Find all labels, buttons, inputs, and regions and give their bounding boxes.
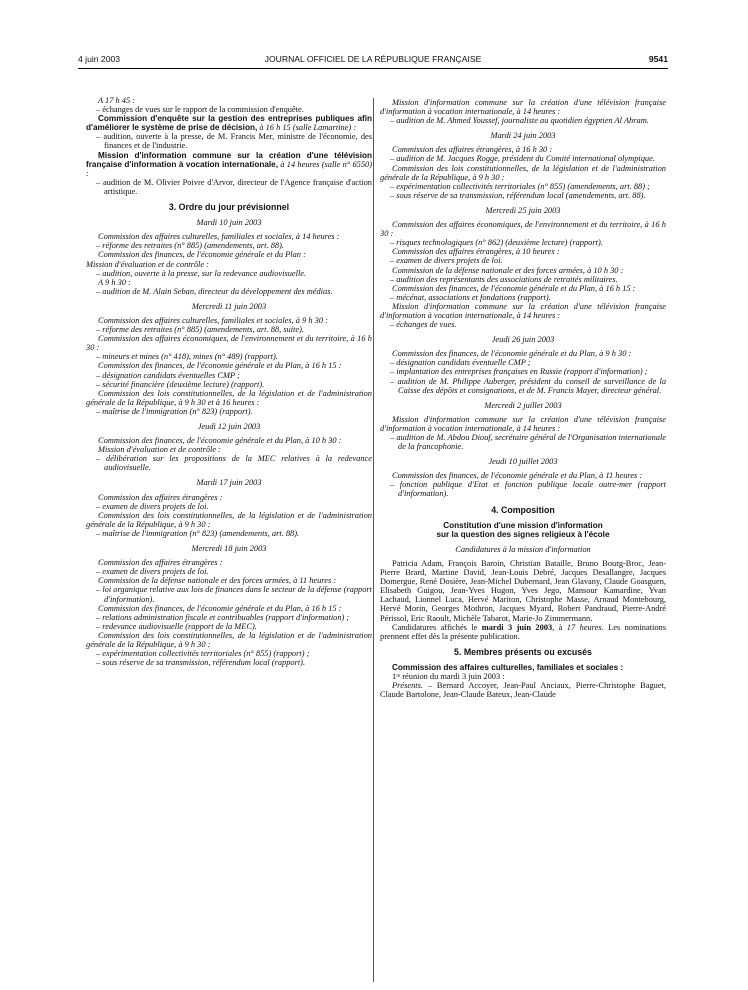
time-line: A 17 h 45 : bbox=[98, 96, 136, 105]
section-heading-4: 4. Composition bbox=[491, 504, 555, 515]
committee-line: Commission des lois constitutionnelles, de la législation et de l'administration générale de la République, à 9 h 30 : bbox=[86, 510, 372, 529]
candidatures-notice bbox=[380, 623, 666, 641]
committee-line: Commission des finances, de l'économie générale et du Plan : bbox=[98, 250, 306, 260]
committee-line bbox=[86, 114, 372, 132]
page-header bbox=[78, 54, 668, 66]
committee-line: Mission d'information commune sur la création d'une télévision française d'information à vocation internationale, à 14 heures : bbox=[380, 98, 666, 117]
committee-line: Commission des affaires économiques, de l'environnement et du territoire, à 16 h 30 : bbox=[86, 334, 372, 353]
date-heading: Jeudi 12 juin 2003 bbox=[197, 422, 261, 431]
committee-name: Mission d'information commune sur la création d'une télévision française d'information à vocation internationale, bbox=[86, 150, 372, 169]
attendee-names: – Bernard Accoyer, Jean-Paul Anciaux, Pierre-Christophe Baguet, Claude Bartolone, Jean-Claude Bateux, Jean-Claude bbox=[380, 681, 666, 700]
agenda-item: – audition, ouverte à la presse, sur la redevance audiovisuelle. bbox=[86, 269, 372, 278]
agenda-item: – audition de M. Olivier Poivre d'Arvor, directeur de l'Agence française d'action artistique. bbox=[86, 178, 372, 196]
date-heading: Mercredi 2 juillet 2003 bbox=[484, 400, 562, 410]
agenda-item: – réforme des retraites (n° 885) (amendements, art. 88). bbox=[86, 241, 372, 250]
agenda-item: – examen de divers projets de loi. bbox=[380, 256, 666, 265]
notice-time: 17 heures bbox=[566, 622, 602, 632]
committee-line: Commission des finances, de l'économie générale et du Plan, à 16 h 15 : bbox=[98, 603, 342, 613]
header-rule bbox=[78, 68, 668, 69]
agenda-item: – audition de M. Alain Seban, directeur du développement des médias. bbox=[86, 287, 372, 296]
committee-line: Commission de la défense nationale et des forces armées, à 11 heures : bbox=[98, 576, 337, 586]
committee-line: Commission de la défense nationale et des forces armées, à 10 h 30 : bbox=[392, 265, 624, 275]
agenda-item: – échanges de vues sur le rapport de la commission d'enquête. bbox=[86, 105, 372, 114]
date-heading: Mercredi 11 juin 2003 bbox=[191, 301, 267, 311]
agenda-item: – délibération sur les propositions de la MEC relatives à la redevance audiovisuelle. bbox=[86, 454, 372, 472]
committee-line: Commission des affaires étrangères : bbox=[98, 492, 223, 502]
agenda-item: – audition de M. Philippe Auberger, président du conseil de surveillance de la Caisse des dépôts et consignations, et de M. Francis Mayer, directeur général. bbox=[380, 377, 666, 395]
header-title: JOURNAL OFFICIEL DE LA RÉPUBLIQUE FRANÇAISE bbox=[264, 54, 482, 64]
agenda-item: – expérimentation collectivités territoriales (n° 855) (amendements, art. 88) ; bbox=[380, 182, 666, 191]
agenda-item: – sécurité financière (deuxième lecture) (rapport). bbox=[86, 380, 372, 389]
committee-line: Mission d'information commune sur la création d'une télévision française d'information à vocation internationale, à 14 heures : bbox=[380, 414, 666, 433]
agenda-item: – désignation candidats éventuelles CMP ; bbox=[86, 371, 372, 380]
agenda-item: – maîtrise de l'immigration (n° 823) (amendements, art. 88). bbox=[86, 529, 372, 538]
agenda-item: – maîtrise de l'immigration (n° 823) (rapport). bbox=[86, 407, 372, 416]
agenda-item: – audition de M. Jacques Rogge, président du Comité international olympique. bbox=[380, 154, 666, 163]
committee-line: Mission d'évaluation et de contrôle : bbox=[98, 445, 221, 455]
committee-time: à 14 heures (salle n° 6550) : bbox=[86, 159, 372, 178]
header-date: 4 juin 2003 bbox=[78, 54, 121, 64]
time-line: A 9 h 30 : bbox=[98, 277, 131, 287]
committee-line: Commission des affaires étrangères : bbox=[98, 558, 223, 568]
agenda-item: – relations administration fiscale et contribuables (rapport d'information) ; bbox=[86, 613, 372, 622]
agenda-item: – audition des représentants des associations de retraités militaires. bbox=[380, 275, 666, 284]
candidate-list: Patricia Adam, François Baroin, Christian Bataille, Bruno Bourg-Broc, Jean-Pierre Brard, Martine David, Jean-Louis Debré, Jacques Desallangre, Jacques Domergue, René Dosière, Jean-Michel Dubernard, Jean Glavany, Claude Goasguen, Elisabeth Guigou, Jean-Yves Hugon, Yves Jego, Mansour Kamardine, Yvan Lachaud, Lionnel Luca, Hervé Mariton, Christophe Masse, Arnaud Montebourg, Hervé Morin, Georges Mothron, Jacques Myard, Robert Pandraud, Pierre-André Périssol, Eric Raoult, Michèle Tabarot, Marie-Jo Zimmermann. bbox=[380, 558, 666, 623]
committee-line: Commission des finances, de l'économie générale et du Plan, à 16 h 15 : bbox=[98, 361, 342, 371]
attendees-line bbox=[380, 681, 666, 699]
agenda-item: – expérimentation collectivités territoriales (n° 855) (rapport) ; bbox=[86, 649, 372, 658]
agenda-item: – échanges de vues. bbox=[380, 320, 666, 329]
date-heading: Mercredi 18 juin 2003 bbox=[191, 544, 267, 554]
notice-text: Candidatures affichés le bbox=[392, 622, 482, 632]
committee-line: Commission des finances, de l'économie générale et du Plan, à 9 h 30 : bbox=[392, 349, 632, 359]
present-label: Présents. bbox=[392, 681, 423, 691]
mission-title-line-1: Constitution d'une mission d'information bbox=[443, 520, 603, 530]
committee-line: Mission d'évaluation et de contrôle : bbox=[86, 259, 209, 269]
date-heading: Jeudi 26 juin 2003 bbox=[491, 335, 555, 345]
committee-line: Commission des affaires étrangères, à 16 h 30 : bbox=[392, 145, 553, 155]
notice-text: , à bbox=[552, 622, 567, 632]
committee-line: Commission des lois constitutionnelles, de la législation et de l'administration générale de la République, à 9 h 30 : bbox=[380, 163, 666, 182]
agenda-item: – fonction publique d'Etat et fonction publique locale outre-mer (rapport d'information). bbox=[380, 480, 666, 498]
agenda-item: – examen de divers projets de loi. bbox=[86, 502, 372, 511]
agenda-item: – implantation des entreprises françaises en Russie (rapport d'information) ; bbox=[380, 367, 666, 376]
committee-line: Commission des finances, de l'économie générale et du Plan, à 16 h 15 : bbox=[392, 283, 636, 293]
agenda-item: – désignation candidats éventuelle CMP ; bbox=[380, 358, 666, 367]
header-page-number: 9541 bbox=[648, 54, 668, 64]
committee-line: Commission des affaires économiques, de l'environnement et du territoire, à 16 h 30 : bbox=[380, 220, 666, 239]
committee-time: à 16 h 15 (salle Lamartine) : bbox=[257, 123, 357, 133]
agenda-item: – risques technologiques (n° 862) (deuxième lecture) (rapport). bbox=[380, 238, 666, 247]
section-heading-3: 3. Ordre du jour prévisionnel bbox=[168, 202, 290, 213]
agenda-item: – sous réserve de sa transmission, référendum local (rapport). bbox=[86, 658, 372, 667]
committee-line: Commission des finances, de l'économie générale et du Plan, à 10 h 30 : bbox=[98, 436, 342, 446]
committee-line bbox=[86, 151, 372, 178]
agenda-item: – examen de divers projets de loi. bbox=[86, 567, 372, 576]
date-heading: Mardi 10 juin 2003 bbox=[196, 218, 262, 228]
agenda-item: – audition de M. Abdou Diouf, secrétaire général de l'Organisation internationale de la francophonie. bbox=[380, 433, 666, 451]
agenda-item: – sous réserve de sa transmission, référendum local (amendements, art. 88). bbox=[380, 191, 666, 200]
committee-name: Commission des affaires culturelles, familiales et sociales : bbox=[392, 662, 624, 672]
agenda-item: – mineurs et mines (n° 418), mines (n° 489) (rapport). bbox=[86, 352, 372, 361]
left-column bbox=[86, 96, 372, 982]
date-heading: Mardi 17 juin 2003 bbox=[196, 478, 262, 488]
agenda-item: – audition, ouverte à la presse, de M. Francis Mer, ministre de l'économie, des finances et de l'industrie. bbox=[86, 132, 372, 150]
committee-line: Commission des lois constitutionnelles, de la législation et de l'administration générale de la République, à 9 h 30 : bbox=[86, 630, 372, 649]
agenda-item: – mécénat, associations et fondations (rapport). bbox=[380, 293, 666, 302]
column-divider bbox=[373, 98, 374, 982]
meeting-line: 1ʳᵉ réunion du mardi 3 juin 2003 : bbox=[392, 671, 505, 681]
committee-line: Commission des affaires culturelles, familiales et sociales, à 14 heures : bbox=[98, 232, 340, 242]
agenda-item: – réforme des retraites (n° 885) (amendements, art. 88, suite). bbox=[86, 325, 372, 334]
committee-line: Commission des lois constitutionnelles, de la législation et de l'administration générale de la République, à 9 h 30 et à 16 heures : bbox=[86, 388, 372, 407]
date-heading: Mardi 24 juin 2003 bbox=[490, 131, 556, 141]
notice-text: . Les nominations prennent effet dès la présente publication. bbox=[380, 622, 666, 641]
committee-line: Commission des affaires étrangères, à 10 heures : bbox=[392, 247, 560, 257]
agenda-item: – redevance audiovisuelle (rapport de la MEC). bbox=[86, 622, 372, 631]
right-column bbox=[380, 98, 666, 984]
section-heading-5: 5. Membres présents ou excusés bbox=[454, 646, 592, 657]
committee-line: Commission des affaires culturelles, familiales et sociales, à 9 h 30 : bbox=[98, 315, 328, 325]
mission-title-line-2: sur la question des signes religieux à l'école bbox=[436, 529, 610, 539]
committee-line: Commission des finances, de l'économie générale et du Plan, à 11 heures : bbox=[392, 471, 643, 481]
agenda-item: – loi organique relative aux lois de finances dans le secteur de la défense (rapport d'information). bbox=[86, 585, 372, 603]
date-heading: Mercredi 25 juin 2003 bbox=[485, 205, 561, 215]
committee-line: Mission d'information commune sur la création d'une télévision française d'information à vocation internationale, à 14 heures : bbox=[380, 301, 666, 320]
committee-name: Commission d'enquête sur la gestion des entreprises publiques afin d'améliorer le système de prise de décision, bbox=[86, 114, 372, 133]
agenda-item: – audition de M. Ahmed Youssef, journaliste au quotidien égyptien Al Ahram. bbox=[380, 116, 666, 125]
notice-date: mardi 3 juin 2003 bbox=[481, 622, 553, 632]
candidatures-heading: Candidatures à la mission d'information bbox=[455, 544, 591, 554]
date-heading: Jeudi 10 juillet 2003 bbox=[488, 457, 558, 467]
